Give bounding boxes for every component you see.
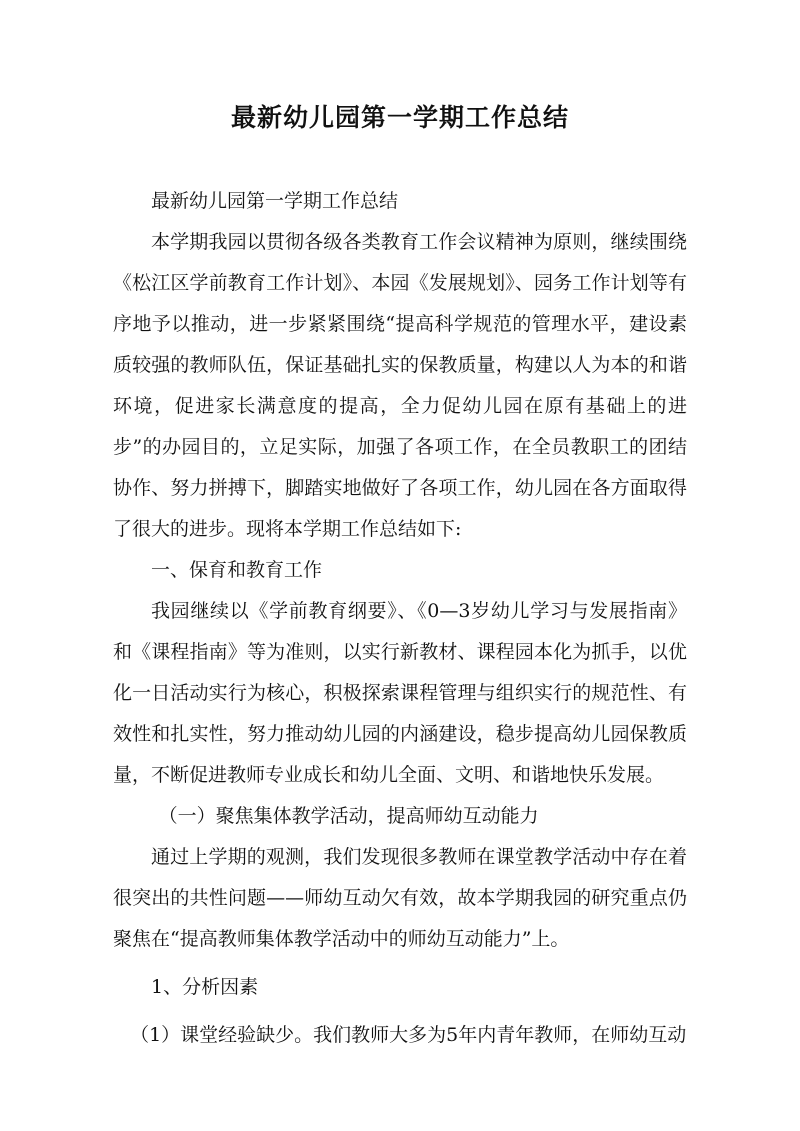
paragraph-subsection-1: 通过上学期的观测，我们发现很多教师在课堂教学活动中存在着很突出的共性问题——师幼互动欠有效，故本学期我园的研究重点仍聚焦在“提高教师集体教学活动中的师幼互动能力”上。 [113,846,687,950]
heading-subsection-1: （一）聚焦集体教学活动，提高师幼互动能力 [158,805,539,827]
document-body [113,181,687,1056]
paragraph-subtitle: 最新幼儿园第一学期工作总结 [151,190,399,212]
paragraph-section-1: 我园继续以《学前教育纲要》、《0—3岁幼儿学习与发展指南》和《课程指南》等为准则，以实行新教材、课程园本化为抓手，以优化一日活动实行为核心，积极探索课程管理与组织实行的规范性、有效性和扎实性，努力推动幼儿园的内涵建设，稳步提高幼儿园保教质量，不断促进教师专业成长和幼儿全面、文明、和谐地快乐发展。 [113,600,687,786]
paragraph-item-1-1: （1）课堂经验缺少。我们教师大多为5年内青年教师，在师幼互动 [130,1024,687,1046]
document-title: 最新幼儿园第一学期工作总结 [230,103,569,132]
heading-section-1: 一、保育和教育工作 [151,559,323,581]
heading-item-1: 1、分析因素 [151,976,259,998]
paragraph-intro: 本学期我园以贯彻各级各类教育工作会议精神为原则，继续围绕《松江区学前教育工作计划》、本园《发展规划》、园务工作计划等有序地予以推动，进一步紧紧围绕“提高科学规范的管理水平，建设素质较强的教师队伍，保证基础扎实的保教质量，构建以人为本的和谐环境，促进家长满意度的提高，全力促幼儿园在原有基础上的进步”的办园目的，立足实际，加强了各项工作，在全员教职工的团结协作、努力拼搏下，脚踏实地做好了各项工作，幼儿园在各方面取得了很大的进步。现将本学期工作总结如下: [113,231,687,540]
